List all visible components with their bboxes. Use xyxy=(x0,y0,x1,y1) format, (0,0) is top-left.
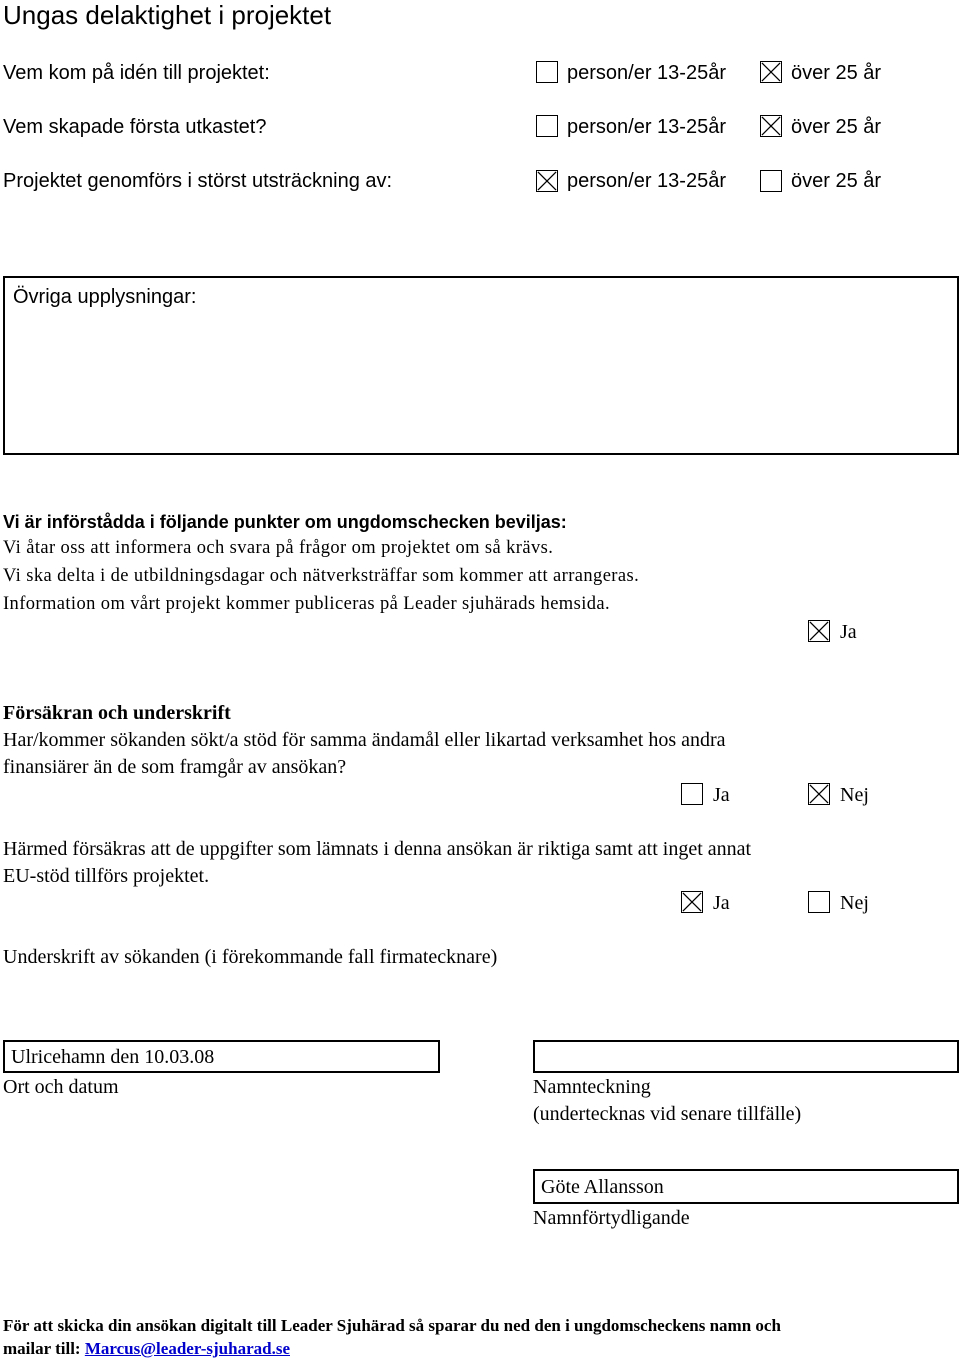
agreement-yes-label: Ja xyxy=(840,621,857,643)
checkbox-row2-over25[interactable] xyxy=(760,115,782,137)
signature-field[interactable] xyxy=(533,1040,959,1073)
participation-question: Projektet genomförs i störst utsträckning av: xyxy=(3,170,393,192)
option-young-label: person/er 13-25år xyxy=(567,62,726,84)
checkbox-agreement-yes[interactable] xyxy=(808,620,830,642)
page-title: Ungas delaktighet i projektet xyxy=(3,0,332,30)
option-young-label: person/er 13-25år xyxy=(567,170,726,192)
option-young-label: person/er 13-25år xyxy=(567,116,726,138)
checkmark-x-icon xyxy=(809,784,829,804)
q1-no-label: Nej xyxy=(840,784,869,806)
checkbox-q1-yes[interactable] xyxy=(681,783,703,805)
participation-question: Vem skapade första utkastet? xyxy=(3,116,267,138)
footer-instruction: För att skicka din ansökan digitalt till Leader Sjuhärad så sparar du ned den i ungdomscheckens namn och xyxy=(3,1316,781,1335)
checkmark-x-icon xyxy=(761,62,781,82)
q1-yes-label: Ja xyxy=(713,784,730,806)
agreement-line: Vi åtar oss att informera och svara på frågor om projektet om så krävs. xyxy=(3,538,554,558)
checkbox-row1-over25[interactable] xyxy=(760,61,782,83)
signature-heading: Underskrift av sökanden (i förekommande fall firmatecknare) xyxy=(3,946,498,968)
assurance-question-2: Härmed försäkras att de uppgifter som lämnats i denna ansökan är riktiga samt att inget annat xyxy=(3,838,752,860)
other-info-label: Övriga upplysningar: xyxy=(13,286,197,308)
assurance-heading: Försäkran och underskrift xyxy=(3,702,231,724)
checkbox-q2-no[interactable] xyxy=(808,891,830,913)
q2-no-label: Nej xyxy=(840,892,869,914)
checkbox-row1-young[interactable] xyxy=(536,61,558,83)
q2-yes-label: Ja xyxy=(713,892,730,914)
option-over25-label: över 25 år xyxy=(791,170,882,192)
agreement-line: Information om vårt projekt kommer publiceras på Leader sjuhärads hemsida. xyxy=(3,594,611,614)
footer-mail-line xyxy=(3,1339,290,1359)
place-date-field[interactable] xyxy=(3,1040,440,1073)
checkmark-x-icon xyxy=(761,116,781,136)
assurance-question-1-cont: finansiärer än de som framgår av ansökan? xyxy=(3,756,347,778)
checkbox-row3-young[interactable] xyxy=(536,170,558,192)
agreement-line: Vi ska delta i de utbildningsdagar och nätverksträffar som kommer att arrangeras. xyxy=(3,566,640,586)
place-date-value: Ulricehamn den 10.03.08 xyxy=(11,1046,215,1068)
agreement-heading: Vi är införstådda i följande punkter om ungdomschecken beviljas: xyxy=(3,512,567,532)
name-clarification-value: Göte Allansson xyxy=(541,1176,664,1198)
checkbox-q2-yes[interactable] xyxy=(681,891,703,913)
signature-note: (undertecknas vid senare tillfälle) xyxy=(533,1103,802,1125)
option-over25-label: över 25 år xyxy=(791,62,882,84)
checkmark-x-icon xyxy=(809,621,829,641)
place-date-label: Ort och datum xyxy=(3,1076,119,1098)
checkbox-row2-young[interactable] xyxy=(536,115,558,137)
assurance-question-2-cont: EU-stöd tillförs projektet. xyxy=(3,865,210,887)
name-clarification-label: Namnförtydligande xyxy=(533,1207,690,1229)
participation-question: Vem kom på idén till projektet: xyxy=(3,62,270,84)
checkmark-x-icon xyxy=(682,892,702,912)
name-clarification-field[interactable] xyxy=(533,1169,959,1204)
signature-label: Namnteckning xyxy=(533,1076,651,1098)
checkbox-row3-over25[interactable] xyxy=(760,170,782,192)
option-over25-label: över 25 år xyxy=(791,116,882,138)
checkbox-q1-no[interactable] xyxy=(808,783,830,805)
assurance-question-1: Har/kommer sökanden sökt/a stöd för samma ändamål eller likartad verksamhet hos andra xyxy=(3,729,726,751)
email-link[interactable]: Marcus@leader-sjuharad.se xyxy=(84,1339,290,1358)
footer-mail-prefix: mailar till: xyxy=(3,1339,85,1358)
other-info-textarea[interactable] xyxy=(3,276,959,455)
checkmark-x-icon xyxy=(537,171,557,191)
